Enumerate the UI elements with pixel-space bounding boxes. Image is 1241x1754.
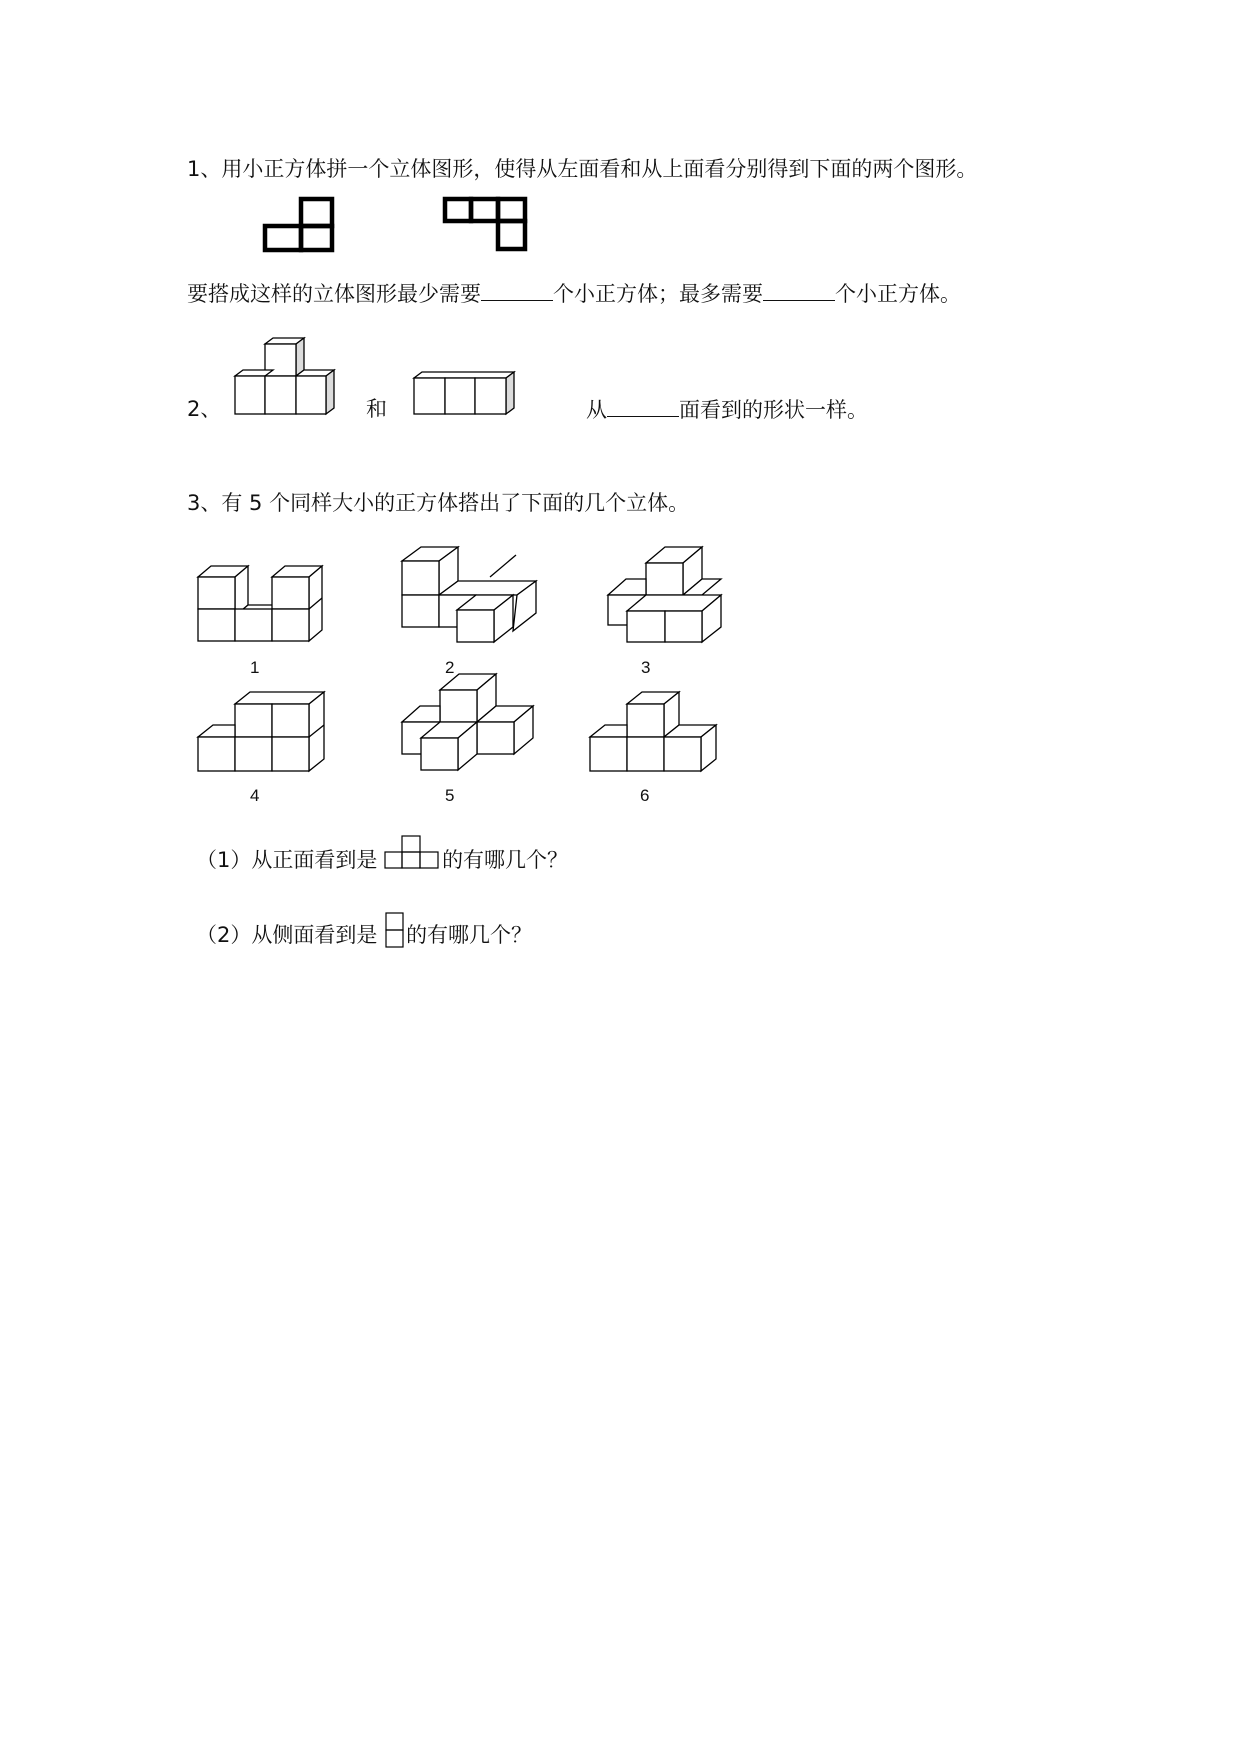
figure-b-cubes [414,370,524,418]
figure-a-cubes [235,338,345,420]
solid-4 [198,690,333,775]
direction-blank[interactable] [607,396,679,417]
question-2-tail: 面看到的形状一样。 [679,398,868,422]
top-view-square-2 [471,199,498,221]
solid-label-1: 1 [250,658,260,677]
side-view-icon [384,912,406,948]
question-2-answer [586,396,868,423]
top-view-square-3 [498,199,525,221]
figure-b-cube-2 [445,378,475,414]
solid-label-5: 5 [445,786,455,805]
sub-question-1-suffix: 的有哪几个？ [442,848,569,872]
question-1-text: 1、用小正方体拼一个立体图形，使得从左面看和从上面看分别得到下面的两个图形。 [187,157,978,181]
figure-b-side [506,372,514,414]
figure-b-top [414,372,514,378]
solid-label-3: 3 [641,658,651,677]
solid-6 [590,690,730,775]
answer-middle: 个小正方体；最多需要 [553,282,763,306]
figure-a-cube-1 [235,376,265,414]
answer-suffix: 个小正方体。 [835,282,961,306]
left-view-figure [262,196,342,254]
sub-question-2-prefix: （2）从侧面看到是 [196,923,378,947]
solid-2 [402,545,542,645]
solid-label-4: 4 [250,786,260,805]
figure-b-cube-3 [475,378,506,414]
sub-question-2 [196,912,532,948]
question-2-number: 2、 [187,397,222,421]
figure-a-right-side [326,370,334,414]
left-view-square-top [301,199,332,226]
figure-a-cube-3 [296,376,326,414]
sub-question-2-suffix: 的有哪几个？ [406,923,533,947]
left-view-square-bottom-right [301,226,332,250]
answer-prefix: 要搭成这样的立体图形最少需要 [187,282,481,306]
top-view-figure [442,196,532,254]
top-view-square-1 [445,199,471,221]
max-cubes-blank[interactable] [763,280,835,301]
from-label: 从 [586,398,607,422]
min-cubes-blank[interactable] [481,280,553,301]
solid-label-6: 6 [640,786,650,805]
figure-b-cube-1 [414,378,445,414]
solid-3 [608,545,728,645]
figure-a-cube-2 [265,376,296,414]
question-1-answer-line [187,280,961,307]
front-view-icon [384,835,442,869]
solid-5 [402,672,542,777]
question-3-text: 3、有 5 个同样大小的正方体搭出了下面的几个立体。 [187,491,690,515]
solid-1 [198,562,333,644]
sub-question-1 [196,835,568,873]
top-view-square-4 [498,221,525,249]
and-label: 和 [366,397,387,421]
sub-question-1-prefix: （1）从正面看到是 [196,848,378,872]
left-view-square-bottom-left [265,226,301,250]
solid-label-2: 2 [445,658,455,677]
